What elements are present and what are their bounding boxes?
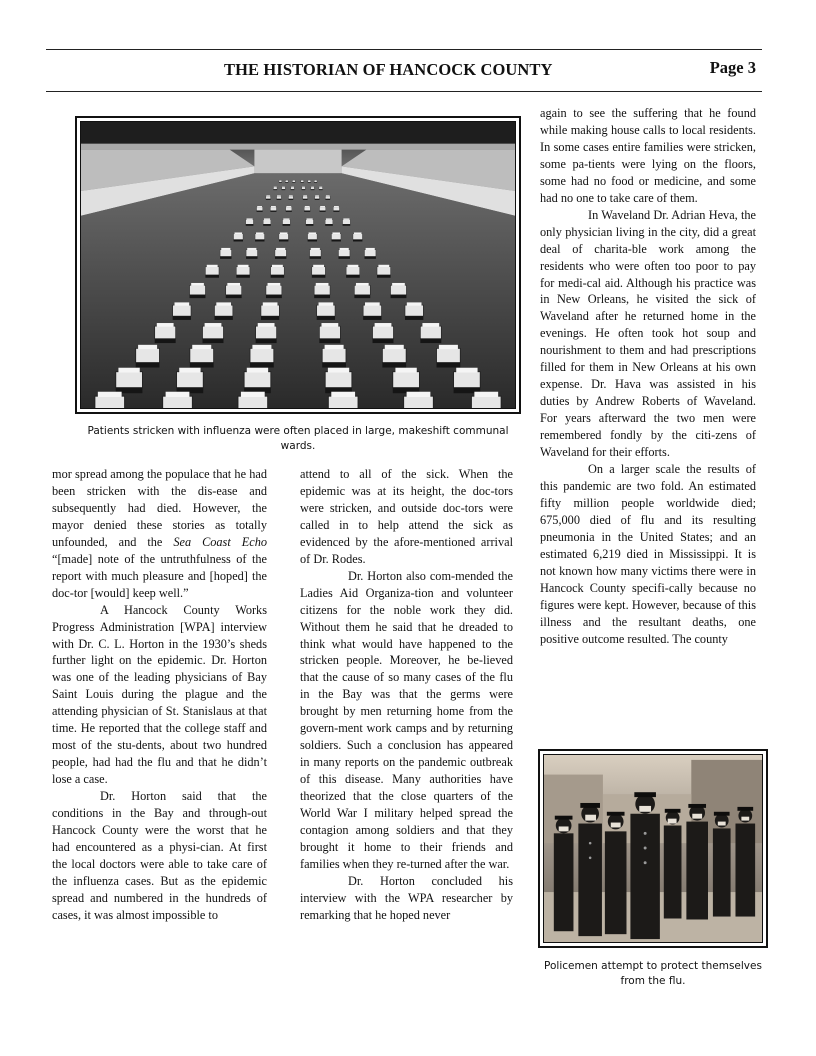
col2-paragraph-3: Dr. Horton concluded his interview with the WPA researcher by remarking that he hoped never: [300, 873, 513, 922]
header-top-rule: [46, 49, 762, 50]
masthead: [46, 60, 762, 84]
police-photo-caption: Policemen attempt to protect themselves from the flu.: [544, 960, 762, 987]
col3-paragraph-1: again to see the suffering that he found while making house calls to local residents. In some cases entire families were stricken, some pa-tients were lying on the floors, some had no food or medicine, and some had no one to take care of them.: [540, 106, 756, 205]
article-column-1: [52, 466, 267, 924]
police-masks-photo-icon: [543, 754, 763, 943]
ward-photo-caption: Patients stricken with influenza were often placed in large, makeshift communal wards.: [87, 425, 509, 452]
col2-paragraph-2: Dr. Horton also com-mended the Ladies Aid Organiza-tion and volunteer citizens for the noble work they did. Without them he said that he dreaded to think what would have happened to the stricken people. Moreover, he be-lieved that the cause of so many cases of the flu in the Bay was that the germs were brought by men returning home from the govern-ment work camps and by returning soldiers. Such a conclusion has appeared in many reports on the pandemic outbreak of this disease. Many authorities have theorized that the close quarters of the World War I military helped spread the contagion among soldiers and that they brought it home to their friends and families when they re-turned after the war.: [300, 568, 513, 871]
article-column-3: [540, 105, 756, 648]
col1-paragraph-1: [52, 466, 267, 602]
col1-p1-text-b: “[made] note of the untruthfulness of the report with much pleasure and [hoped] the doc-tor [would] keep well.”: [52, 551, 267, 600]
newspaper-name: Sea Coast Echo: [173, 534, 267, 549]
police-photo-frame: [538, 749, 768, 948]
col2-paragraph-1: attend to all of the sick. When the epidemic was at its height, the doc-tors were stricken, and outside doc-tors were called in to help attend the sick as evidenced by the afore-mentioned arrival of Dr. Rodes.: [300, 467, 513, 566]
page-number: Page 3: [709, 58, 756, 77]
col3-paragraph-3: On a larger scale the results of this pandemic are two fold. An estimated fifty million people worldwide died; 675,000 died of flu and its resulting pneumonia in the United States; and an estimated 6,219 died in Mississippi. It is not known how many victims there were in Hancock County specifi-cally because no figures were kept. However, because of this illness and the resultant deaths, one positive outcome resulted. The county: [540, 462, 756, 646]
col1-p1-text-a: mor spread among the populace that he had been stricken with the dis-ease and subsequently had died. However, the mayor denied these stories as totally unfounded, and the: [52, 467, 267, 549]
col1-paragraph-3: Dr. Horton said that the conditions in the Bay and through-out Hancock County were the worst that he had encountered as a physi-cian. At first the local doctors were able to take care of the influenza cases. But as the epidemic spread and numbered in the hundreds of cases, it was almost impossible to: [52, 789, 267, 922]
col1-paragraph-2: A Hancock County Works Progress Administration [WPA] interview with Dr. C. L. Horton in the 1930’s sheds further light on the epidemic. Dr. Horton was one of the leading physicians of Bay Saint Louis during the plague and the attending physician of St. Stanislaus at that time. He reported that the college staff and most of the stu-dents, about two hundred people, had had the flu and that he didn’t lose a case.: [52, 602, 267, 787]
header-bottom-rule: [46, 91, 762, 92]
article-column-2: [300, 466, 513, 924]
hospital-ward-photo-icon: [80, 121, 516, 409]
col3-paragraph-2: In Waveland Dr. Adrian Heva, the only physician living in the city, did a great deal of charita-ble work among the residents who were often too poor to pay for medi-cal aid. Although his practice was in New Orleans, he visited the sick of Waveland after he returned home in the evenings. He often took hot soup and nourishment to them and had prescriptions filled for them in New Orleans at his own expense. Dr. Hava was assisted in his duties by Andrew Roberts of Waveland. For years afterward the two men were remembered fondly by the citi-zens of Waveland for their efforts.: [540, 207, 756, 460]
newsletter-title: THE HISTORIAN OF HANCOCK COUNTY: [224, 60, 553, 79]
ward-photo-frame: [75, 116, 521, 414]
